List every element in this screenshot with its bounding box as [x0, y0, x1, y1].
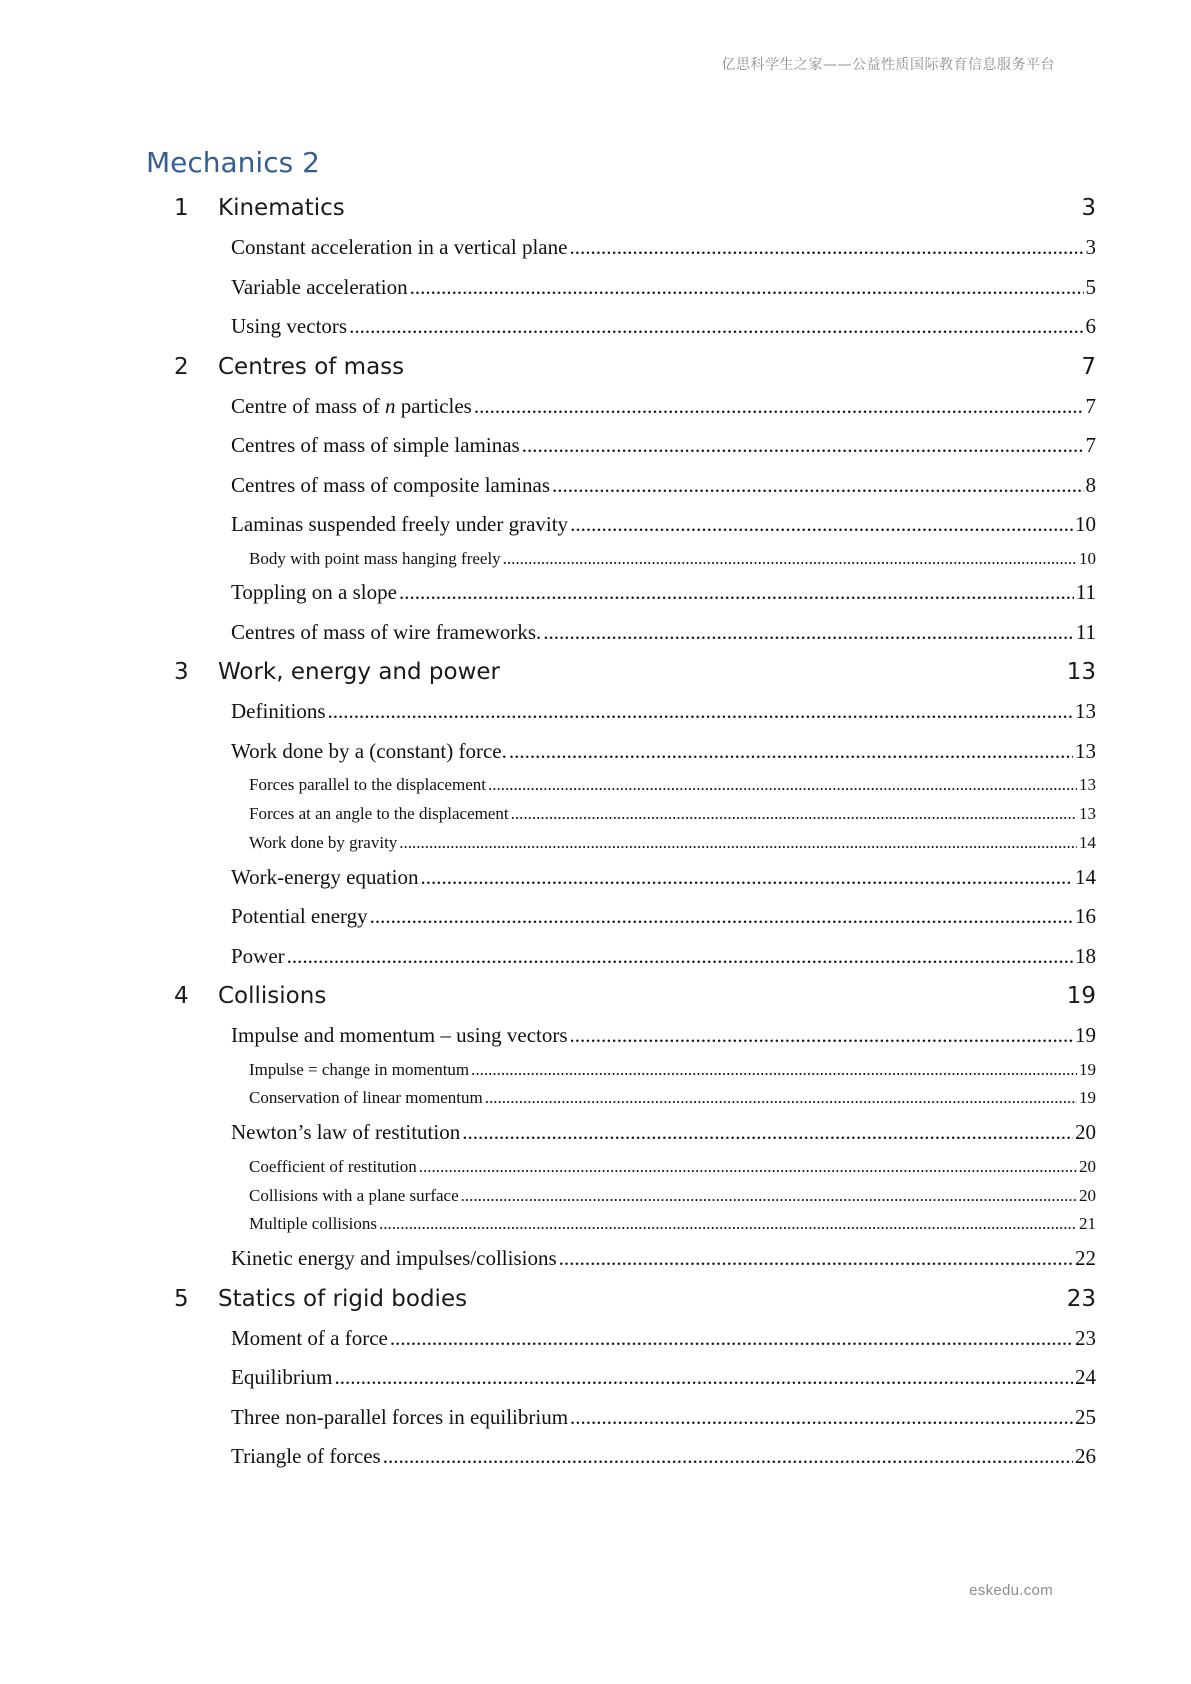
- entry-page-number: 24: [1075, 1365, 1096, 1390]
- entry-page-number: 19: [1079, 1059, 1096, 1079]
- dot-leader: [410, 268, 1084, 308]
- entry-label: Kinetic energy and impulses/collisions: [231, 1246, 557, 1271]
- toc-subsection-entry[interactable]: [146, 829, 1096, 858]
- toc-section-entry[interactable]: [146, 1398, 1096, 1438]
- entry-label: Three non-parallel forces in equilibrium: [231, 1404, 569, 1429]
- page-footer: eskedu.com: [969, 1582, 1053, 1599]
- dot-leader: [349, 307, 1083, 347]
- toc-section-entry[interactable]: [146, 1016, 1096, 1056]
- toc-chapter-heading[interactable]: [146, 652, 1096, 692]
- entry-label: Forces at an angle to the displacement: [249, 804, 509, 824]
- toc-subsection-entry[interactable]: [146, 1056, 1096, 1085]
- chapter-number: 2: [174, 353, 189, 380]
- entry-page-number: 7: [1085, 433, 1096, 457]
- toc-section-entry[interactable]: [146, 387, 1096, 427]
- entry-page-number: 14: [1079, 832, 1096, 852]
- entry-page-number: 6: [1085, 314, 1096, 338]
- chapter-page-number: 3: [1081, 195, 1096, 221]
- dot-leader: [462, 1113, 1073, 1153]
- entry-page-number: 25: [1075, 1404, 1096, 1429]
- entry-label: Conservation of linear momentum: [249, 1088, 483, 1108]
- entry-label: Collisions with a plane surface: [249, 1185, 459, 1205]
- chapter-title: Collisions: [218, 983, 327, 1010]
- chapter-page-number: 13: [1066, 659, 1096, 686]
- toc-section-entry[interactable]: [146, 937, 1096, 977]
- entry-label: Potential energy: [231, 904, 368, 929]
- dot-leader: [543, 613, 1074, 653]
- toc-subsection-entry[interactable]: [146, 771, 1096, 800]
- dot-leader: [399, 573, 1074, 613]
- toc-subsection-entry[interactable]: [146, 545, 1096, 574]
- chapter-number: 1: [174, 195, 189, 221]
- toc-title: Mechanics 2: [146, 146, 320, 179]
- toc-subsection-entry[interactable]: [146, 1153, 1096, 1182]
- entry-label: Multiple collisions: [249, 1214, 377, 1234]
- entry-page-number: 13: [1075, 699, 1096, 724]
- toc-subsection-entry[interactable]: [146, 800, 1096, 829]
- dot-leader: [570, 505, 1073, 545]
- entry-label: Definitions: [231, 699, 326, 724]
- dot-leader: [383, 1437, 1073, 1477]
- entry-page-number: 19: [1075, 1023, 1096, 1048]
- entry-label: Using vectors: [231, 314, 348, 338]
- dot-leader: [509, 732, 1073, 772]
- dot-leader: [379, 1210, 1077, 1239]
- dot-leader: [335, 1358, 1074, 1398]
- entry-page-number: 20: [1075, 1120, 1096, 1145]
- entry-page-number: 20: [1079, 1156, 1096, 1176]
- toc-section-entry[interactable]: [146, 268, 1096, 308]
- entry-page-number: 13: [1079, 775, 1096, 795]
- dot-leader: [461, 1182, 1077, 1211]
- toc-section-entry[interactable]: [146, 505, 1096, 545]
- entry-label: Centres of mass of wire frameworks.: [231, 619, 542, 644]
- toc-subsection-entry[interactable]: [146, 1084, 1096, 1113]
- dot-leader: [570, 1398, 1073, 1438]
- dot-leader: [370, 897, 1073, 937]
- toc-section-entry[interactable]: [146, 573, 1096, 613]
- dot-leader: [559, 1239, 1073, 1279]
- toc-section-entry[interactable]: [146, 426, 1096, 466]
- entry-label: Equilibrium: [231, 1365, 333, 1390]
- dot-leader: [488, 771, 1077, 800]
- dot-leader: [522, 426, 1084, 466]
- chapter-number: 5: [174, 1285, 189, 1312]
- entry-page-number: 23: [1075, 1325, 1096, 1350]
- entry-label: Variable acceleration: [231, 274, 408, 299]
- entry-label: Constant acceleration in a vertical plane: [231, 235, 568, 259]
- entry-label: Forces parallel to the displacement: [249, 775, 486, 795]
- toc-section-entry[interactable]: [146, 307, 1096, 347]
- entry-page-number: 7: [1085, 393, 1096, 418]
- toc-subsection-entry[interactable]: [146, 1182, 1096, 1211]
- entry-label: Centres of mass of composite laminas: [231, 472, 551, 497]
- entry-page-number: 20: [1079, 1185, 1096, 1205]
- entry-label: Power: [231, 943, 285, 968]
- toc-section-entry[interactable]: [146, 1319, 1096, 1359]
- chapter-title: Statics of rigid bodies: [218, 1285, 468, 1312]
- entry-page-number: 18: [1075, 943, 1096, 968]
- entry-page-number: 13: [1079, 804, 1096, 824]
- dot-leader: [511, 800, 1077, 829]
- entry-page-number: 11: [1075, 619, 1096, 644]
- entry-page-number: 8: [1085, 472, 1096, 497]
- dot-leader: [570, 1016, 1073, 1056]
- entry-page-number: 26: [1075, 1444, 1096, 1469]
- toc-section-entry[interactable]: [146, 1239, 1096, 1279]
- dot-leader: [503, 545, 1077, 574]
- entry-label: Work done by gravity: [249, 832, 398, 852]
- toc-section-entry[interactable]: [146, 228, 1096, 268]
- dot-leader: [474, 387, 1084, 427]
- entry-page-number: 3: [1085, 235, 1096, 259]
- toc-section-entry[interactable]: [146, 1358, 1096, 1398]
- chapter-page-number: 19: [1066, 983, 1096, 1010]
- entry-label: Impulse = change in momentum: [249, 1059, 470, 1079]
- entry-page-number: 21: [1079, 1214, 1096, 1234]
- dot-leader: [471, 1056, 1077, 1085]
- toc-subsection-entry[interactable]: [146, 1210, 1096, 1239]
- dot-leader: [552, 466, 1083, 506]
- entry-label: Triangle of forces: [231, 1444, 381, 1469]
- chapter-title: Kinematics: [218, 195, 345, 221]
- entry-page-number: 5: [1085, 274, 1096, 299]
- toc-chapter-heading[interactable]: [146, 347, 1096, 387]
- toc-section-entry[interactable]: [146, 897, 1096, 937]
- chapter-title: Work, energy and power: [218, 659, 500, 686]
- toc-section-entry[interactable]: [146, 858, 1096, 898]
- toc-chapter-heading[interactable]: [146, 1279, 1096, 1319]
- entry-page-number: 11: [1075, 580, 1096, 605]
- toc-chapter-heading[interactable]: [146, 976, 1096, 1016]
- toc-section-entry[interactable]: [146, 732, 1096, 772]
- dot-leader: [399, 829, 1077, 858]
- entry-page-number: 22: [1075, 1246, 1096, 1271]
- entry-label: Impulse and momentum – using vectors: [231, 1023, 568, 1048]
- dot-leader: [390, 1319, 1073, 1359]
- chapter-page-number: 23: [1066, 1285, 1096, 1312]
- toc-chapter-heading[interactable]: [146, 188, 1096, 228]
- toc-section-entry[interactable]: [146, 613, 1096, 653]
- entry-page-number: 13: [1075, 738, 1096, 763]
- entry-label: Body with point mass hanging freely: [249, 548, 501, 568]
- page-header: 亿思科学生之家——公益性质国际教育信息服务平台: [721, 57, 1055, 73]
- entry-label: Moment of a force: [231, 1325, 388, 1350]
- chapter-page-number: 7: [1081, 353, 1096, 380]
- dot-leader: [485, 1084, 1077, 1113]
- entry-label: Toppling on a slope: [231, 580, 397, 605]
- entry-label: Laminas suspended freely under gravity: [231, 512, 569, 536]
- toc-section-entry[interactable]: [146, 1113, 1096, 1153]
- dot-leader: [569, 228, 1083, 268]
- toc-section-entry[interactable]: [146, 1437, 1096, 1477]
- toc-section-entry[interactable]: [146, 692, 1096, 732]
- dot-leader: [328, 692, 1074, 732]
- dot-leader: [419, 1153, 1077, 1182]
- entry-page-number: 14: [1075, 864, 1096, 889]
- entry-label: Work done by a (constant) force.: [231, 738, 507, 763]
- entry-page-number: 10: [1075, 512, 1096, 536]
- table-of-contents: [146, 188, 1096, 1477]
- dot-leader: [287, 937, 1073, 977]
- entry-label: Coefficient of restitution: [249, 1156, 417, 1176]
- chapter-number: 3: [174, 659, 189, 686]
- chapter-number: 4: [174, 983, 189, 1010]
- entry-label: Newton’s law of restitution: [231, 1120, 461, 1145]
- entry-label: Centre of mass of n particles: [231, 393, 472, 418]
- toc-section-entry[interactable]: [146, 466, 1096, 506]
- entry-page-number: 19: [1079, 1088, 1096, 1108]
- dot-leader: [420, 858, 1073, 898]
- entry-label: Centres of mass of simple laminas: [231, 433, 520, 457]
- entry-label: Work-energy equation: [231, 864, 419, 889]
- entry-page-number: 16: [1075, 904, 1096, 929]
- chapter-title: Centres of mass: [218, 353, 405, 380]
- entry-page-number: 10: [1079, 548, 1096, 568]
